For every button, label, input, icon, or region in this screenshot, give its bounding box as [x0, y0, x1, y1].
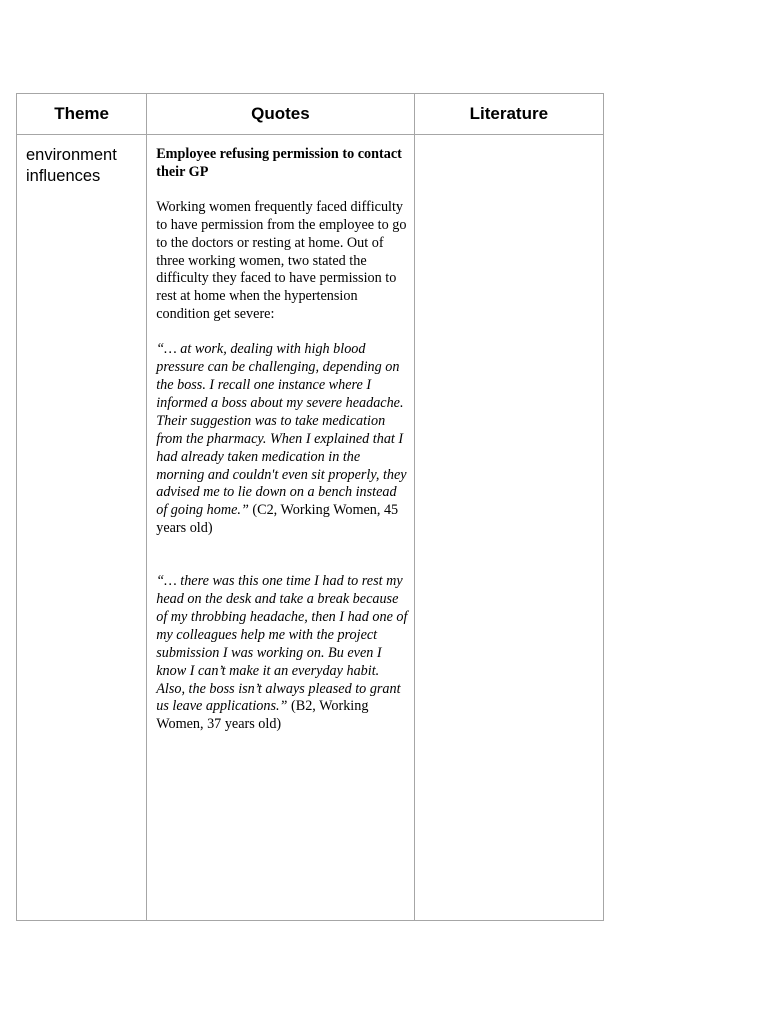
header-theme: Theme [17, 94, 147, 135]
quote-text: “… at work, dealing with high blood pressure can be challenging, depending on the boss. I recall one instance where I informed a boss about my severe headache. Their suggestion was to take medication from the pharmacy. When I explained that I had already taken medication in the morning and couldn't even sit properly, they advised me to lie down on a bench instead of going home.” [156, 341, 407, 519]
literature-cell [414, 135, 603, 921]
header-row [17, 94, 604, 135]
participant-quote [156, 573, 407, 734]
header-quotes: Quotes [147, 94, 414, 135]
theme-label: environment influences [26, 146, 117, 185]
themes-table [16, 93, 604, 921]
quote-text: “… there was this one time I had to rest my head on the desk and take a break because of my throbbing headache, then I had one of my colleagues help me with the project submission I was working on. Bu even I know I can’t make it an everyday habit. Also, the boss isn’t always pleased to grant us leave applications.” [156, 573, 408, 715]
quote-attribution: (B2, Working Women, 37 years old) [156, 698, 369, 733]
quotes-cell [147, 135, 414, 921]
quotes-intro-paragraph: Working women frequently faced difficulty to have permission from the employee to go to the doctors or resting at home. Out of three working women, two stated the difficulty they faced to have permission to rest at home when the hypertension condition get severe: [156, 198, 407, 323]
quotes-subheading: Employee refusing permission to contact their GP [156, 146, 402, 180]
theme-cell [17, 135, 147, 921]
header-literature: Literature [414, 94, 603, 135]
quote-attribution: (C2, Working Women, 45 years old) [156, 502, 399, 537]
participant-quote [156, 341, 407, 538]
table-row [17, 135, 604, 921]
